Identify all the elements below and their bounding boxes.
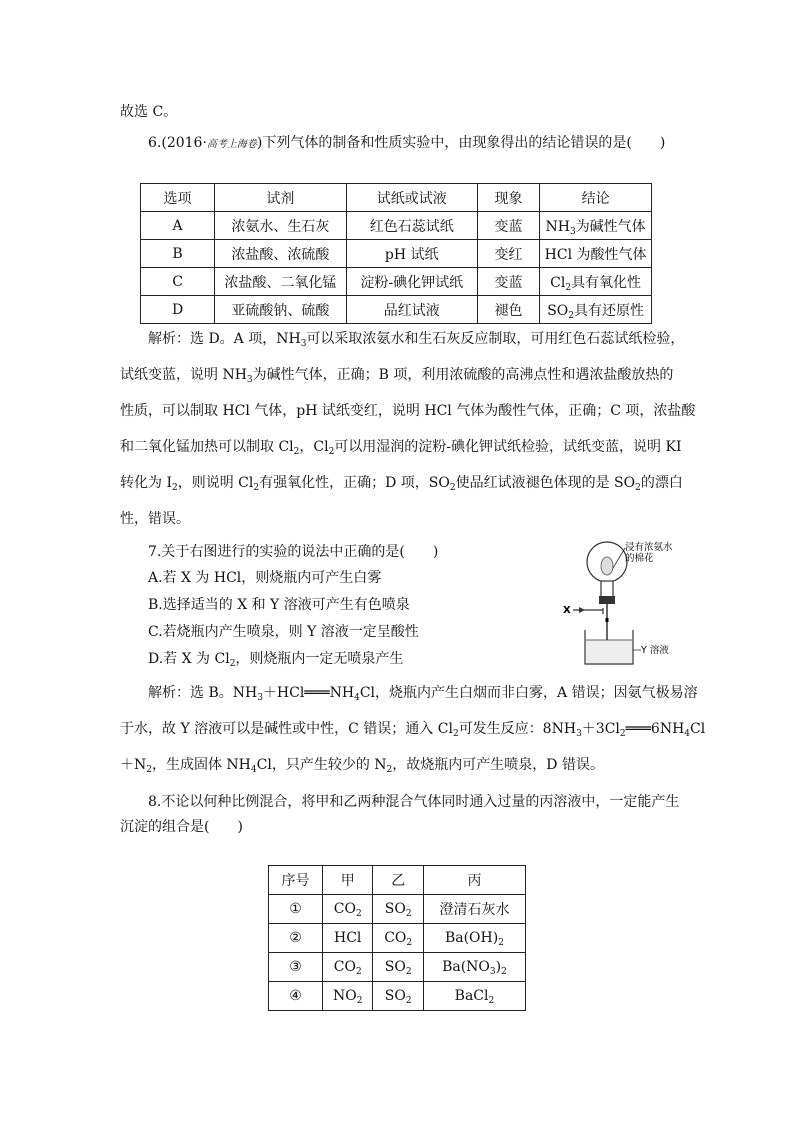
q7-option-c: C.若烧瓶内产生喷泉，则 Y 溶液一定呈酸性	[148, 624, 419, 640]
label-cotton-1: 浸有浓氨水	[625, 542, 673, 553]
stopper	[599, 596, 615, 604]
label-y: Y 溶液	[641, 645, 669, 656]
arrow-icon	[579, 607, 585, 613]
header-cell: 试剂	[215, 184, 346, 212]
table-row: ① $CO_2$ $SO_2$ 澄清石灰水	[269, 895, 526, 924]
q7-option-a: A.若 X 为 HCl，则烧瓶内可产生白雾	[148, 570, 382, 586]
q7-analysis-line: $+N_2$，生成固体 $NH_4Cl$，只产生较少的 $N_2$，故烧瓶内可产生喷泉，D 错误。	[120, 757, 604, 775]
q7-stem: 7.关于右图进行的实验的说法中正确的是( )	[148, 544, 439, 560]
cotton-ball	[601, 557, 613, 575]
table-row: A 浓氨水、生石灰 红色石蕊试纸 变蓝 $NH_3$为碱性气体	[141, 212, 652, 240]
header-cell: 试纸或试液	[346, 184, 477, 212]
q6-analysis-line: 解析：选 D。A 项，$NH_3$可以采取浓氨水和生石灰反应制取，可用红色石蕊试纸检验，	[148, 331, 685, 349]
y-solution	[586, 640, 632, 663]
header-cell: 选项	[141, 184, 215, 212]
table-header-row: 序号 甲 乙 丙	[269, 866, 526, 895]
label-cotton-2: 的棉花	[625, 553, 654, 564]
table-header-row	[141, 184, 652, 212]
q7-analysis-line: 于水，故 Y 溶液可以是碱性或中性，C 错误；通入 $Cl_2$可发生反应：$8NH_3+3Cl_2═══6NH_4Cl$	[120, 721, 706, 739]
header-cell: 结论	[540, 184, 652, 212]
label-x: X	[563, 605, 571, 616]
table-row: ③ $CO_2$ $SO_2$ $Ba(NO_3)_2$	[269, 953, 526, 982]
q6-analysis-line: 性质，可以制取 HCl 气体，pH 试纸变红，说明 HCl 气体为酸性气体，正确；C 项，浓盐酸	[120, 403, 696, 419]
q6-source: 高考上海卷	[206, 139, 257, 150]
table-row: D 亚硫酸钠、硫酸 品红试液 褪色 $SO_2$具有还原性	[141, 296, 652, 324]
table-row: ② HCl $CO_2$ $Ba(OH)_2$	[269, 924, 526, 953]
q7-option-b: B.选择适当的 X 和 Y 溶液可产生有色喷泉	[148, 597, 410, 613]
previous-answer-line: 故选 C。	[120, 104, 178, 120]
q7-analysis-line: 解析：选 B。$NH_3+HCl═══NH_4Cl$，烧瓶内产生白烟而非白雾，A 错误；因氨气极易溶	[148, 685, 698, 703]
table-row: C 浓盐酸、二氧化锰 淀粉-碘化钾试纸 变蓝 $Cl_2$具有氧化性	[141, 268, 652, 296]
fountain-apparatus-figure	[555, 540, 685, 665]
q6-table	[140, 183, 652, 324]
q6-analysis-line: 转化为 $I_2$，则说明 $Cl_2$有强氧化性，正确；D 项，$SO_2$使品红试液褪色体现的是 $SO_2$的漂白	[120, 475, 683, 493]
q8-table	[268, 865, 526, 1011]
q7-option-d: D.若 X 为 $Cl_2$，则烧瓶内一定无喷泉产生	[148, 651, 404, 669]
table-row: B 浓盐酸、浓硫酸 pH 试纸 变红 HCl 为酸性气体	[141, 240, 652, 268]
q6-stem: 6.(2016·高考上海卷)下列气体的制备和性质实验中，由现象得出的结论错误的是( )	[148, 135, 666, 151]
q6-analysis-line: 和二氧化锰加热可以制取 $Cl_2$，$Cl_2$可以用湿润的淀粉-碘化钾试纸检验，试纸变蓝，说明 KI	[120, 439, 682, 457]
table-row: ④ $NO_2$ $SO_2$ BaCl$_2$	[269, 982, 526, 1011]
q8-stem-cont: 沉淀的组合是( )	[120, 819, 243, 835]
q8-stem: 8.不论以何种比例混合，将甲和乙两种混合气体同时通入过量的丙溶液中，一定能产生	[148, 794, 680, 810]
q6-analysis-line: 性，错误。	[120, 511, 190, 527]
header-cell: 现象	[477, 184, 539, 212]
q6-analysis-line: 试纸变蓝，说明 $NH_3$为碱性气体，正确；B 项，利用浓硫酸的高沸点性和遇浓盐酸放热的	[120, 367, 674, 385]
